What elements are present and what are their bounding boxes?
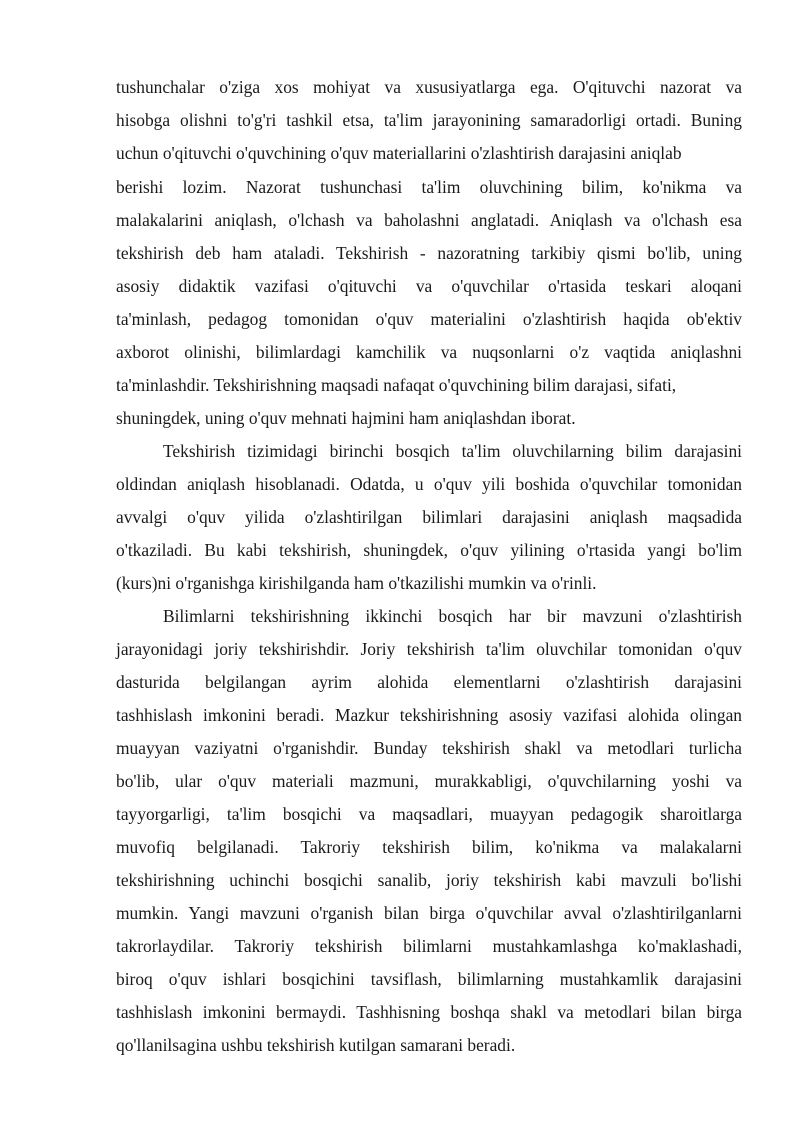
- text-line: tayyorgarligi, ta'lim bosqichi va maqsadlari, muayyan pedagogik sharoitlarga: [116, 804, 742, 824]
- text-line: avvalgi o'quv yilida o'zlashtirilgan bilimlari darajasini aniqlash maqsadida: [116, 507, 742, 527]
- text-line: tashhislash imkonini beradi. Mazkur tekshirishning asosiy vazifasi alohida olingan: [116, 705, 742, 725]
- text-line: tekshirish deb ham ataladi. Tekshirish - nazoratning tarkibiy qismi bo'lib, uning: [116, 243, 742, 263]
- text-line: biroq o'quv ishlari bosqichini tavsiflash, bilimlarning mustahkamlik darajasini: [116, 969, 742, 989]
- text-line: mumkin. Yangi mavzuni o'rganish bilan birga o'quvchilar avval o'zlashtirilganlarni: [116, 903, 742, 923]
- text-line: hisobga olishni to'g'ri tashkil etsa, ta'lim jarayonining samaradorligi ortadi. Buning: [116, 110, 742, 130]
- text-line: berishi lozim. Nazorat tushunchasi ta'lim oluvchining bilim, ko'nikma va: [116, 177, 742, 197]
- text-line: shuningdek, uning o'quv mehnati hajmini ham aniqlashdan iborat.: [116, 408, 576, 428]
- text-line: jarayonidagi joriy tekshirishdir. Joriy tekshirish ta'lim oluvchilar tomonidan o'quv: [116, 639, 742, 659]
- text-line: qo'llanilsagina ushbu tekshirish kutilgan samarani beradi.: [116, 1035, 516, 1055]
- text-line: o'tkaziladi. Bu kabi tekshirish, shuningdek, o'quv yilining o'rtasida yangi bo'lim: [116, 540, 742, 560]
- text-line: uchun o'qituvchi o'quvchining o'quv materiallarini o'zlashtirish darajasini aniqlab: [116, 143, 682, 163]
- text-line: asosiy didaktik vazifasi o'qituvchi va o'quvchilar o'rtasida teskari aloqani: [116, 276, 742, 296]
- text-line: (kurs)ni o'rganishga kirishilganda ham o'tkazilishi mumkin va o'rinli.: [116, 573, 597, 593]
- paragraph-first-line: Tekshirish tizimidagi birinchi bosqich ta'lim oluvchilarning bilim darajasini: [163, 441, 742, 461]
- text-line: bo'lib, ular o'quv materiali mazmuni, murakkabligi, o'quvchilarning yoshi va: [116, 771, 742, 791]
- paragraph-first-line: Bilimlarni tekshirishning ikkinchi bosqich har bir mavzuni o'zlashtirish: [163, 606, 742, 626]
- text-line: tashhislash imkonini bermaydi. Tashhisning boshqa shakl va metodlari bilan birga: [116, 1002, 742, 1022]
- text-line: ta'minlashdir. Tekshirishning maqsadi nafaqat o'quvchining bilim darajasi, sifati,: [116, 375, 677, 395]
- text-line: axborot olinishi, bilimlardagi kamchilik va nuqsonlarni o'z vaqtida aniqlashni: [116, 342, 742, 362]
- text-line: malakalarini aniqlash, o'lchash va baholashni anglatadi. Aniqlash va o'lchash esa: [116, 210, 742, 230]
- text-line: muvofiq belgilanadi. Takroriy tekshirish bilim, ko'nikma va malakalarni: [116, 837, 742, 857]
- text-line: muayyan vaziyatni o'rganishdir. Bunday tekshirish shakl va metodlari turlicha: [116, 738, 742, 758]
- text-line: dasturida belgilangan ayrim alohida elementlarni o'zlashtirish darajasini: [116, 672, 742, 692]
- text-line: oldindan aniqlash hisoblanadi. Odatda, u o'quv yili boshida o'quvchilar tomonidan: [116, 474, 742, 494]
- text-line: takrorlaydilar. Takroriy tekshirish bilimlarni mustahkamlashga ko'maklashadi,: [116, 936, 742, 956]
- text-line: ta'minlash, pedagog tomonidan o'quv materialini o'zlashtirish haqida ob'ektiv: [116, 309, 742, 329]
- text-line: tekshirishning uchinchi bosqichi sanalib, joriy tekshirish kabi mavzuli bo'lishi: [116, 870, 742, 890]
- text-line: tushunchalar o'ziga xos mohiyat va xususiyatlarga ega. O'qituvchi nazorat va: [116, 77, 742, 97]
